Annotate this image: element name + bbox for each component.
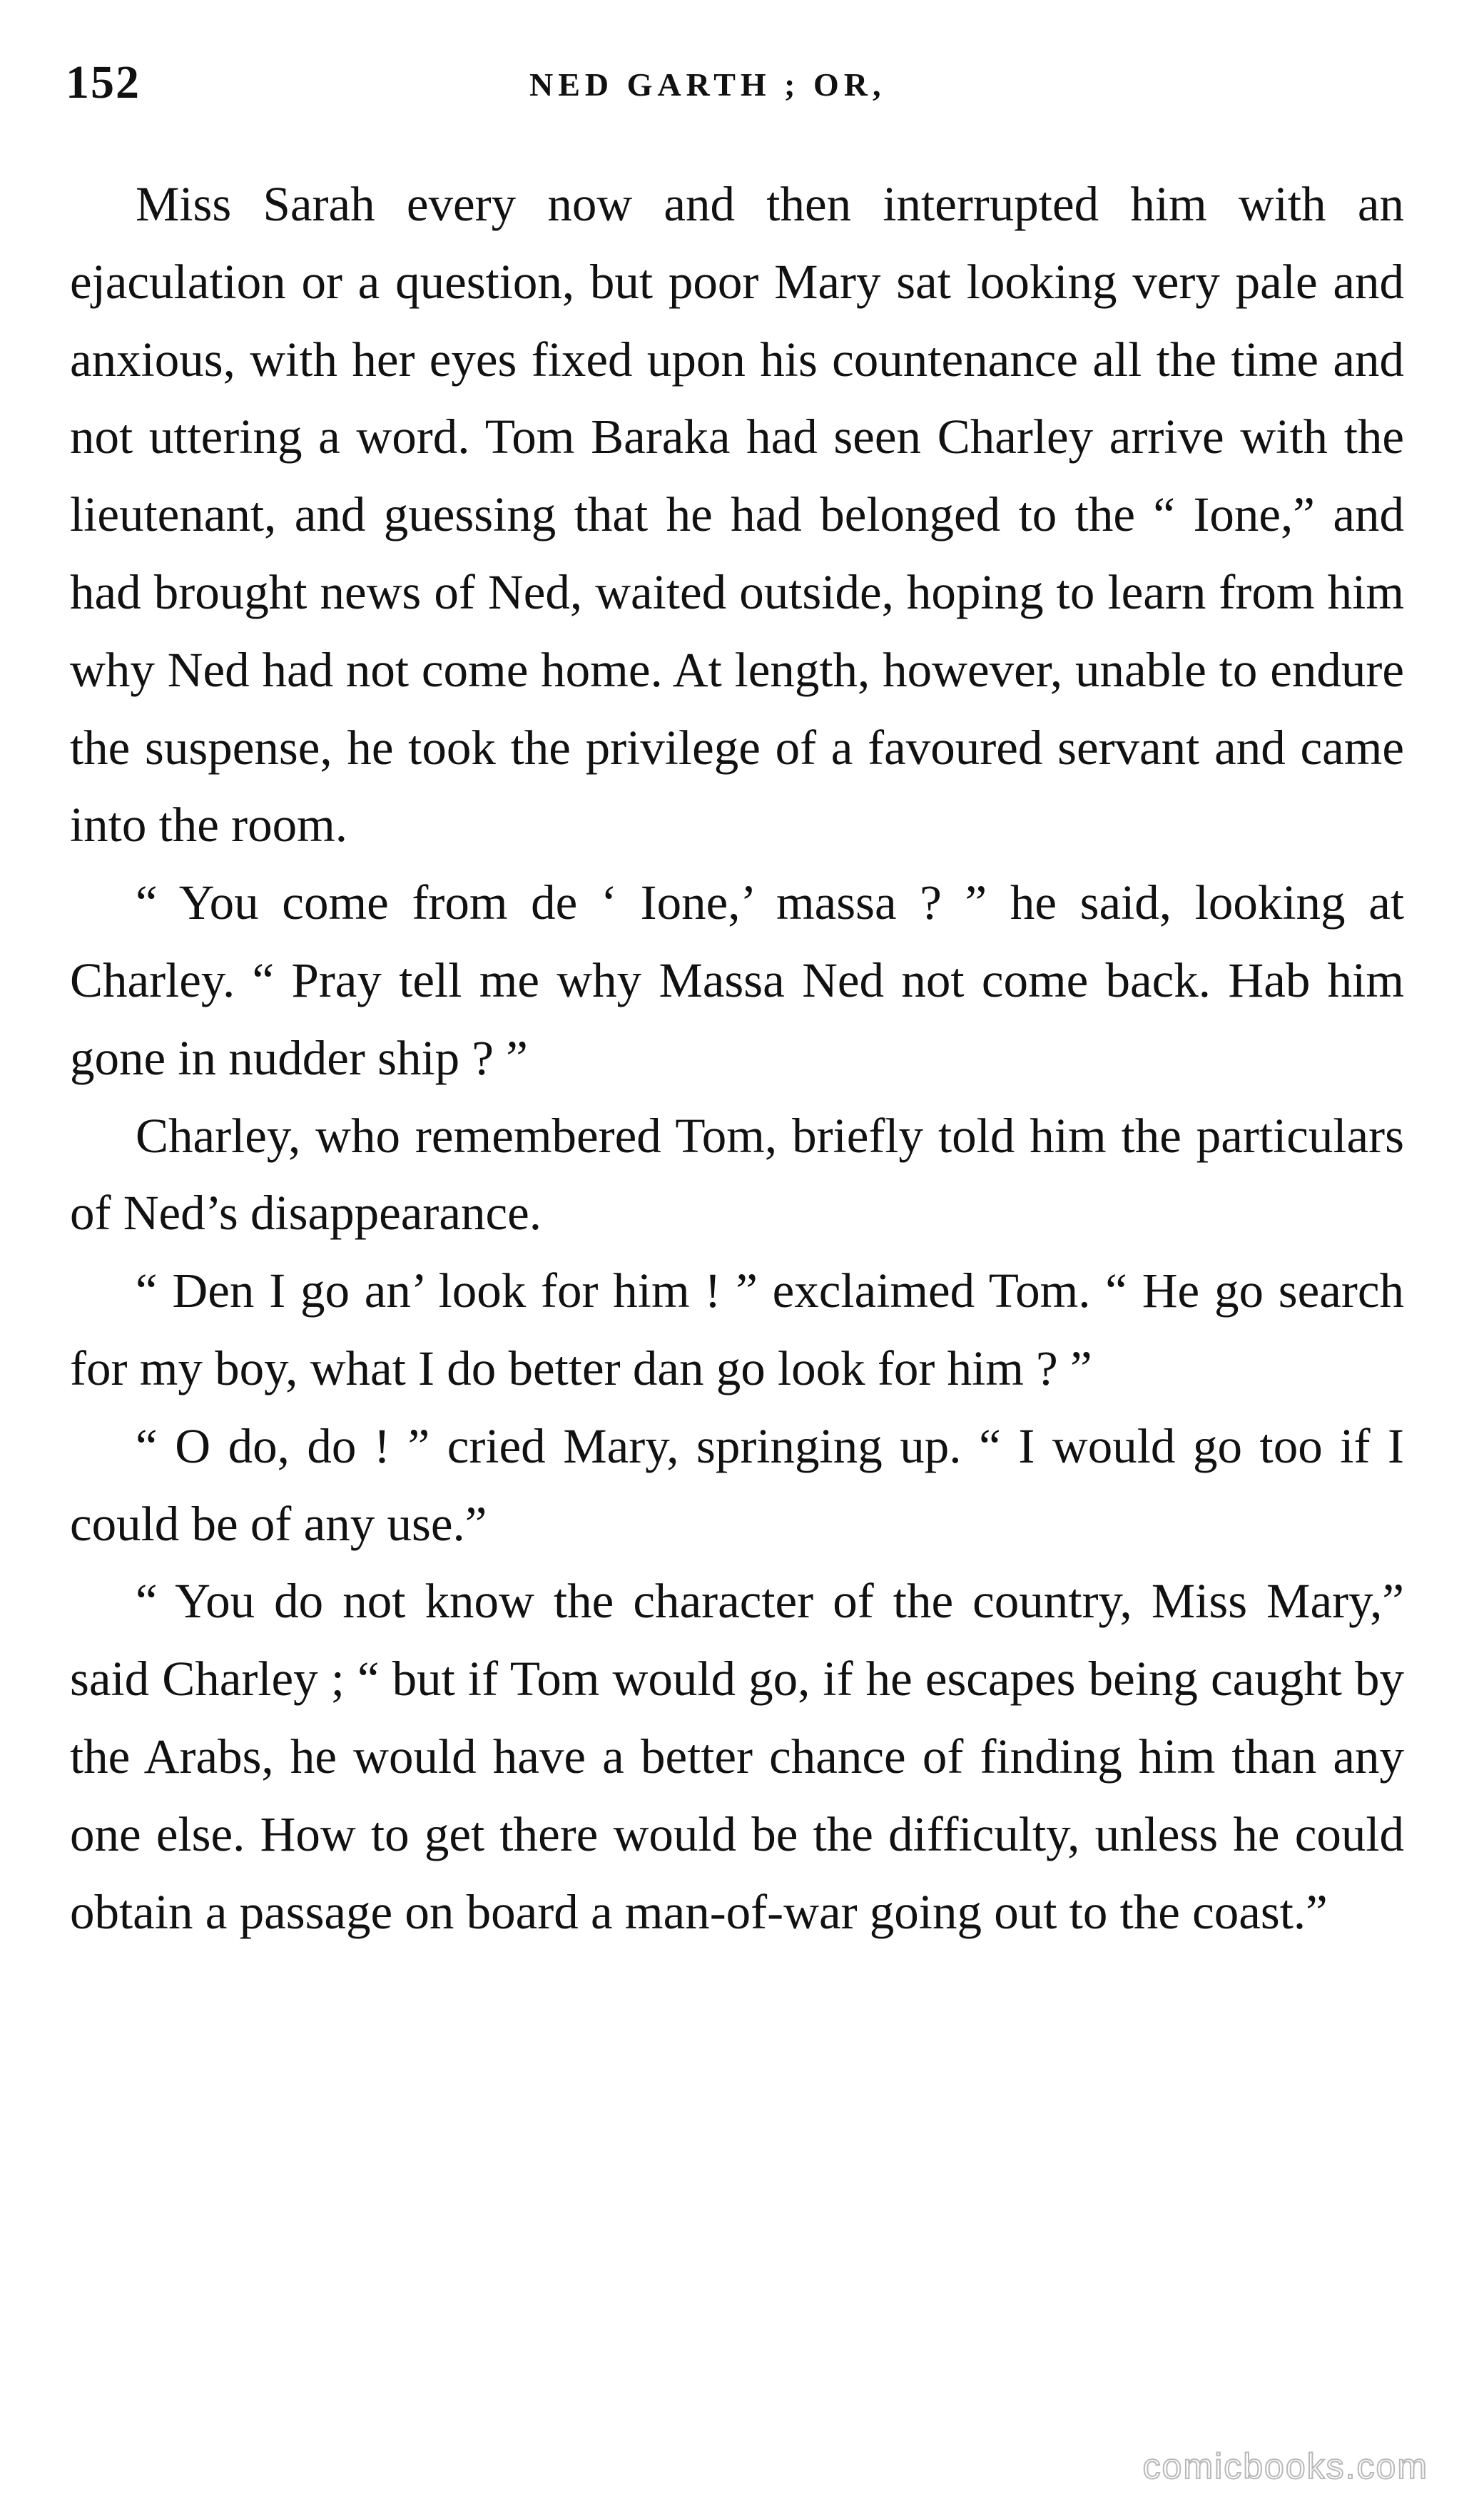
paragraph-3: Charley, who remembered Tom, briefly told him the particulars of Ned’s disappearance.: [70, 1108, 1404, 1241]
paragraph-2: “ You come from de ‘ Ione,’ massa ? ” he said, looking at Charley. “ Pray tell me why Massa Ned not come back. Hab him gone in nudder ship ? ”: [70, 875, 1404, 1085]
paragraph-4: “ Den I go an’ look for him ! ” exclaimed Tom. “ He go search for my boy, what I do better dan go look for him ? ”: [70, 1263, 1404, 1395]
body-text: [70, 166, 1404, 1951]
page-header: [66, 56, 1407, 134]
paragraph-5: “ O do, do ! ” cried Mary, springing up. “ I would go too if I could be of any use.”: [70, 1418, 1404, 1551]
paragraph-1: Miss Sarah every now and then interrupted him with an ejaculation or a question, but poor Mary sat looking very pale and anxious, with her eyes fixed upon his countenance all the time and not uttering a word. Tom Baraka had seen Charley arrive with the lieutenant, and guessing that he had belonged to the “ Ione,” and had brought news of Ned, waited outside, hoping to learn from him why Ned had not come home. At length, however, unable to endure the suspense, he took the privilege of a favoured servant and came into the room.: [70, 177, 1404, 853]
watermark: comicbooks.com: [1142, 2446, 1428, 2486]
running-title: NED GARTH ; OR,: [529, 66, 886, 103]
page-number: 152: [66, 56, 141, 108]
paragraph-6: “ You do not know the character of the country, Miss Mary,” said Charley ; “ but if Tom would go, if he escapes being caught by the Arabs, he would have a better chance of finding him than any one else. How to get there would be the difficulty, unless he could obtain a passage on board a man-of-war going out to the coast.”: [70, 1574, 1404, 1939]
